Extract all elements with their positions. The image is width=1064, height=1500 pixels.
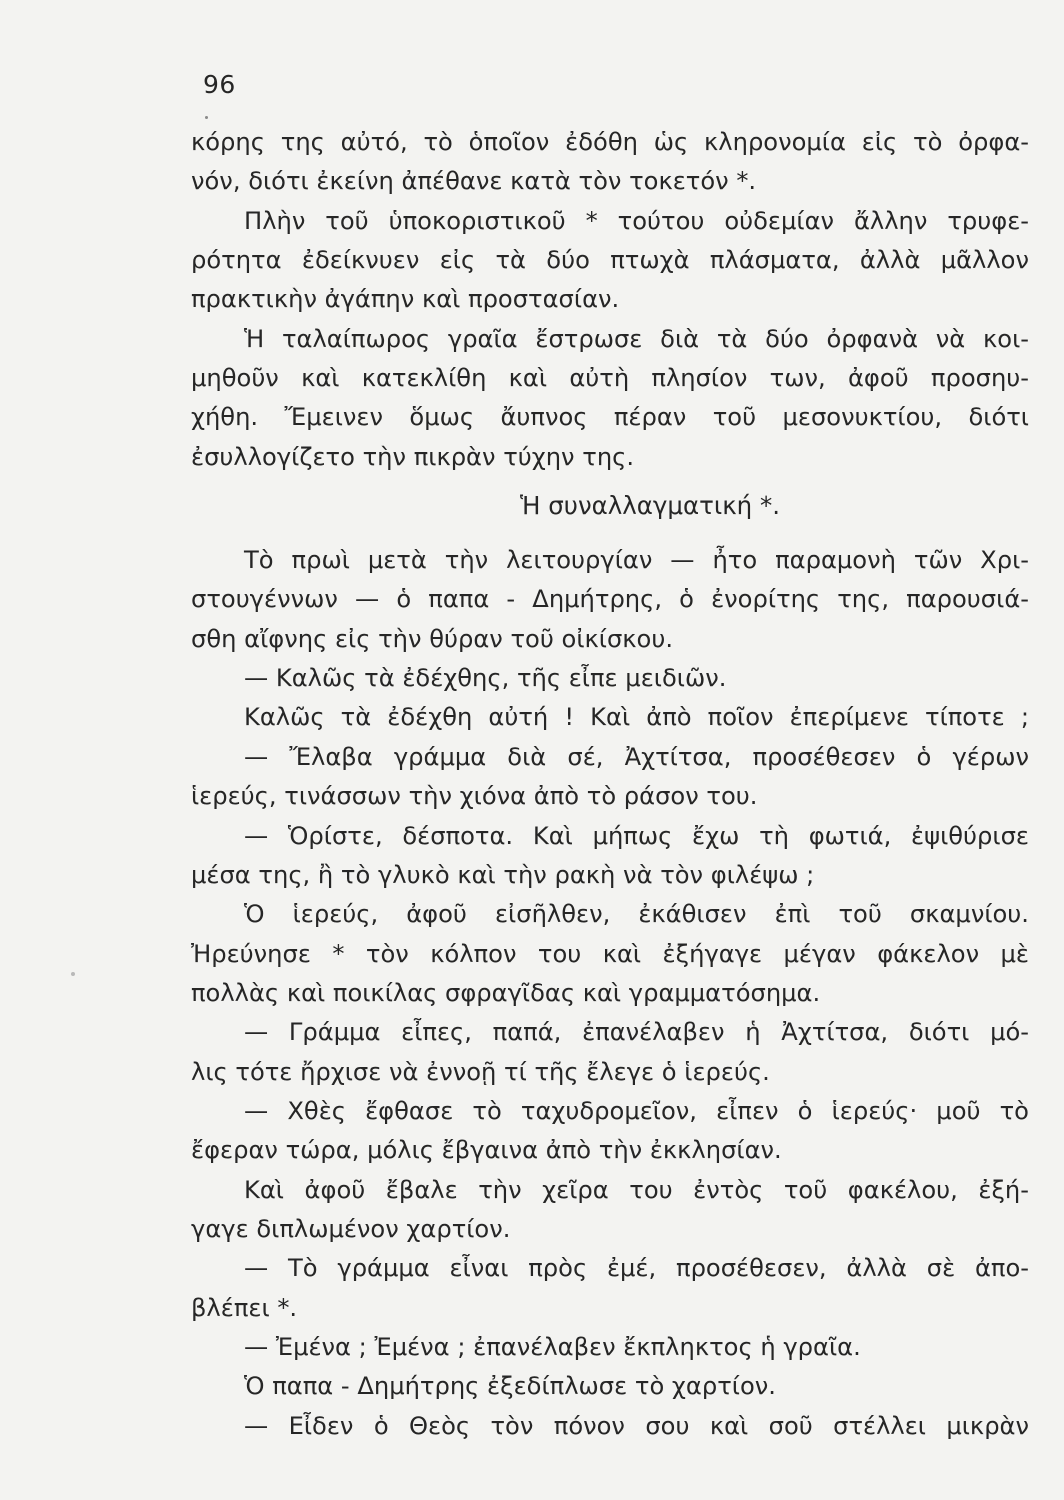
ink-speck bbox=[71, 972, 75, 976]
text-line: Καὶ ἀφοῦ ἔβαλε τὴν χεῖρα του ἐντὸς τοῦ φακέλου, ἐξή- bbox=[244, 1175, 1029, 1204]
text-line: — Ἐμένα ; Ἐμένα ; ἐπανέλαβεν ἔκπληκτος ἡ γραῖα. bbox=[244, 1332, 861, 1361]
text-line: — Εἶδεν ὁ Θεὸς τὸν πόνον σου καὶ σοῦ στέλλει μικρὰν bbox=[244, 1411, 1029, 1440]
text-line: Ὁ ἱερεύς, ἀφοῦ εἰσῆλθεν, ἐκάθισεν ἐπὶ τοῦ σκαμνίου. bbox=[244, 900, 1029, 929]
text-line: μηθοῦν καὶ κατεκλίθη καὶ αὐτὴ πλησίον των, ἀφοῦ προσηυ- bbox=[191, 364, 1029, 393]
text-line: Καλῶς τὰ ἐδέχθη αὐτή ! Καὶ ἀπὸ ποῖον ἐπερίμενε τίποτε ; bbox=[244, 703, 1029, 732]
text-line: — Ὁρίστε, δέσποτα. Καὶ μήπως ἔχω τὴ φωτιά, ἐψιθύρισε bbox=[244, 821, 1029, 850]
text-line: μέσα της, ἢ τὸ γλυκὸ καὶ τὴν ρακὴ νὰ τὸν φιλέψω ; bbox=[191, 860, 815, 889]
text-line: πολλὰς καὶ ποικίλας σφραγῖδας καὶ γραμματόσημα. bbox=[191, 978, 821, 1007]
text-line: στουγέννων — ὁ παπα - Δημήτρης, ὁ ἐνορίτης της, παρουσιά- bbox=[191, 585, 1029, 614]
text-line: — Χθὲς ἔφθασε τὸ ταχυδρομεῖον, εἶπεν ὁ ἱερεύς· μοῦ τὸ bbox=[244, 1096, 1029, 1125]
page-number: 96 bbox=[203, 70, 236, 99]
text-line: ἱερεύς, τινάσσων τὴν χιόνα ἀπὸ τὸ ράσον του. bbox=[191, 782, 758, 811]
section-heading: Ἡ συναλλαγματική *. bbox=[519, 491, 780, 521]
text-line: — Ἔλαβα γράμμα διὰ σέ, Ἀχτίτσα, προσέθεσεν ὁ γέρων bbox=[244, 742, 1029, 771]
text-line: — Γράμμα εἶπες, παπά, ἐπανέλαβεν ἡ Ἀχτίτσα, διότι μό- bbox=[244, 1018, 1029, 1047]
text-line: σθη αἴφνης εἰς τὴν θύραν τοῦ οἰκίσκου. bbox=[191, 624, 674, 653]
text-line: χήθη. Ἔμεινεν ὅμως ἄυπνος πέραν τοῦ μεσονυκτίου, διότι bbox=[191, 403, 1029, 432]
ink-speck bbox=[205, 116, 208, 119]
text-line: νόν, διότι ἐκείνη ἀπέθανε κατὰ τὸν τοκετόν *. bbox=[191, 167, 757, 196]
text-line: Τὸ πρωὶ μετὰ τὴν λειτουργίαν — ἦτο παραμονὴ τῶν Χρι- bbox=[244, 546, 1029, 575]
body-text bbox=[191, 123, 1029, 1446]
text-line: ἐσυλλογίζετο τὴν πικρὰν τύχην της. bbox=[191, 442, 635, 471]
text-line: Πλὴν τοῦ ὑποκοριστικοῦ * τούτου οὐδεμίαν ἄλλην τρυφε- bbox=[244, 206, 1029, 235]
text-line: γαγε διπλωμένον χαρτίον. bbox=[191, 1214, 511, 1243]
text-line: Ἡ ταλαίπωρος γραῖα ἔστρωσε διὰ τὰ δύο ὀρφανὰ νὰ κοι- bbox=[244, 324, 1029, 353]
text-line: Ἠρεύνησε * τὸν κόλπον του καὶ ἐξήγαγε μέγαν φάκελον μὲ bbox=[191, 939, 1029, 968]
text-line: — Τὸ γράμμα εἶναι πρὸς ἐμέ, προσέθεσεν, ἀλλὰ σὲ ἀπο- bbox=[244, 1254, 1029, 1283]
text-line: κόρης της αὐτό, τὸ ὁποῖον ἐδόθη ὡς κληρονομία εἰς τὸ ὀρφα- bbox=[191, 128, 1029, 156]
text-line: — Καλῶς τὰ ἐδέχθης, τῆς εἶπε μειδιῶν. bbox=[244, 664, 727, 693]
text-line: πρακτικὴν ἀγάπην καὶ προστασίαν. bbox=[191, 285, 620, 314]
text-line: βλέπει *. bbox=[191, 1293, 298, 1322]
text-line: Ὁ παπα - Δημήτρης ἐξεδίπλωσε τὸ χαρτίον. bbox=[244, 1372, 776, 1401]
text-line: λις τότε ἤρχισε νὰ ἐννοῇ τί τῆς ἔλεγε ὁ ἱερεύς. bbox=[191, 1057, 770, 1086]
text-line: ἔφεραν τώρα, μόλις ἔβγαινα ἀπὸ τὴν ἐκκλησίαν. bbox=[191, 1136, 782, 1165]
text-line: ρότητα ἐδείκνυεν εἰς τὰ δύο πτωχὰ πλάσματα, ἀλλὰ μᾶλλον bbox=[191, 246, 1029, 275]
